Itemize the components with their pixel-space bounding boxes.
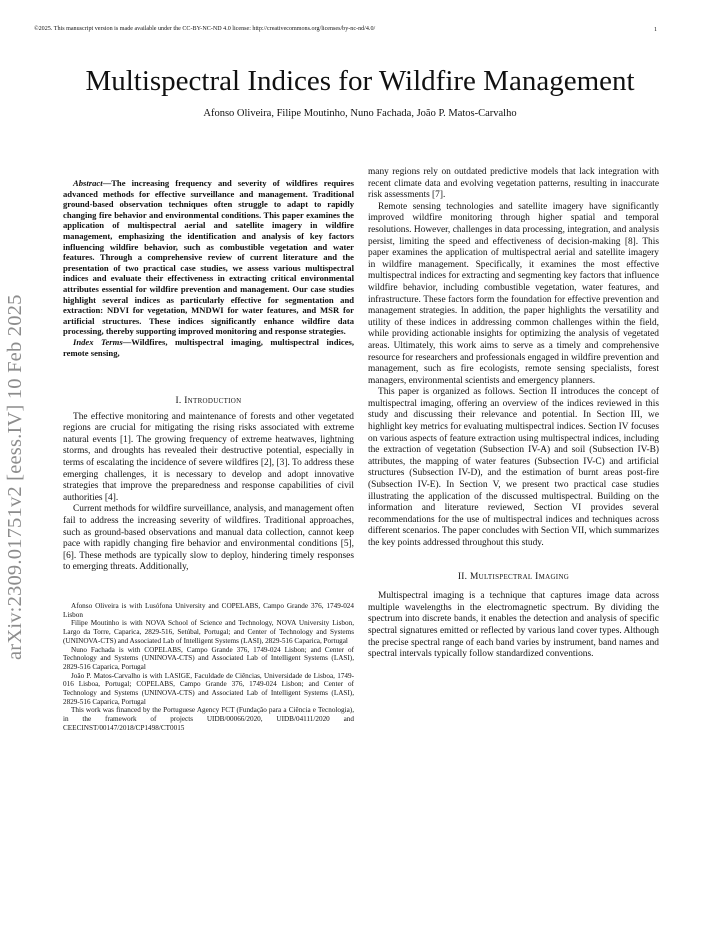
abstract-label: Abstract	[73, 178, 103, 188]
footnote: This work was financed by the Portuguese Agency FCT (Fundação para a Ciência e Tecnologia), in the framework of projects UIDB/00066/2020, UIDB/04111/2020 and CEECINST/00147/2018/CP1498/CT0015	[63, 706, 354, 732]
footnote: Nuno Fachada is with COPELABS, Campo Grande 376, 1749-024 Lisbon; and Center of Technology and Systems (UNINOVA-CTS) and Associated Lab of Intelligent Systems (LASI), 2829-516 Caparica, Portugal	[63, 645, 354, 671]
index-terms-label: Index Terms	[73, 336, 123, 347]
abstract	[63, 178, 354, 337]
body-paragraph: This paper is organized as follows. Section II introduces the concept of multispectral imaging, offering an overview of the indices reviewed in this study and discussing their relevance and potential. In Section III, we highlight key metrics for evaluating multispectral indices. Section IV focuses on various aspects of feature extraction using multispectral indices, including the extraction of vegetation (Subsection IV-A) and soil (Subsection IV-B) attributes, the mapping of water features (Subsection IV-C) and artificial structures (Subsection IV-D), and the estimation of burnt areas post-fire (Subsection IV-E). In Section V, we present two practical case studies illustrating the application of the discussed multispectral. Building on the information and literature reviewed, Section VI provides several recommendations for the use of multispectral indices and techniques across different scenarios. The paper concludes with Section VII, which summarizes the key points addressed throughout this study.	[368, 387, 659, 548]
section-heading-multispectral-imaging	[368, 572, 659, 584]
author-list: Afonso Oliveira, Filipe Moutinho, Nuno Fachada, João P. Matos-Carvalho	[203, 108, 517, 119]
footnotes	[63, 602, 354, 733]
index-terms	[63, 337, 354, 358]
section-title: Multispectral Imaging	[469, 571, 570, 582]
index-terms-text: —Wildfires, multispectral imaging, multispectral indices, remote sensing,	[63, 336, 355, 358]
footnote: Filipe Moutinho is with NOVA School of Science and Technology, NOVA University Lisbon, Largo da Torre, Caparica, 2829-516, Setúbal, Portugal; and Center of Technology and Systems (UNINOVA-CTS) and Associated Lab of Intelligent Systems (LASI), 2829-516 Caparica, Portugal	[63, 619, 354, 645]
arxiv-identifier: arXiv:2309.01751v2 [eess.IV] 10 Feb 2025	[4, 294, 26, 660]
paper-title: Multispectral Indices for Wildfire Management	[85, 65, 635, 97]
intro-paragraph-2: Current methods for wildfire surveillance, analysis, and management often fail to address the increasing severity of wildfires. Traditional approaches, such as ground-based observations and manual data collection, cannot keep pace with rapidly changing fire behavior and environmental conditions [5], [6]. These methods are typically slow to deploy, hindering timely responses to emerging threats. Additionally,	[63, 504, 354, 573]
abstract-text: —The increasing frequency and severity of wildfires requires advanced methods for effective surveillance and management. Traditional ground-based observation techniques often struggle to adapt to rapidly changing fire behavior and environmental conditions. This paper examines the application of multispectral aerial and satellite imagery in wildfire management, emphasizing the identification and analysis of key factors influencing wildfire behavior, such as combustible vegetation and water features. Through a comprehensive review of current literature and the presentation of two practical case studies, we assess various multispectral indices and evaluate their effectiveness in extracting critical environmental attributes essential for wildfire prevention and management. Our case studies highlight several indices as particularly effective for segmentation and extraction: NDVI for vegetation, MNDWI for water features, and MSR for artificial structures. These indices significantly enhance wildfire data processing, thereby supporting improved monitoring and response strategies.	[63, 178, 354, 337]
right-column	[368, 167, 659, 661]
body-paragraph: Multispectral imaging is a technique that captures image data across multiple wavelengths in the electromagnetic spectrum. By dividing the spectrum into discrete bands, it enables the detection and analysis of specific spectral signatures emitted or reflected by various land cover types. Although the precise spectral range of each band varies by instrument, band names and spectral intervals typically follow standardized conventions.	[368, 591, 659, 660]
license-line: ©2025. This manuscript version is made available under the CC-BY-NC-ND 4.0 license: http://creativecommons.org/licenses/by-nc-nd/4.0/	[34, 26, 376, 32]
body-paragraph: many regions rely on outdated predictive models that lack integration with recent climate data and evolving vegetation patterns, resulting in inaccurate risk assessments [7].	[368, 167, 659, 201]
intro-paragraph-1: The effective monitoring and maintenance of forests and other vegetated regions are crucial for mitigating the rising risks associated with extreme natural events [1]. The growing frequency of extreme heatwaves, lightning storms, and droughts has revealed their destructive potential, especially in terms of escalating the incidence of severe wildfires [2], [3]. To address these emerging challenges, it is necessary to develop and adopt innovative strategies that improve the preparedness and response capabilities of civil authorities [4].	[63, 411, 354, 503]
left-column	[63, 178, 354, 733]
section-title: Introduction	[184, 396, 242, 407]
section-numeral: I.	[175, 396, 185, 407]
section-heading-introduction	[63, 396, 354, 408]
page-number: 1	[654, 27, 658, 33]
footnote: João P. Matos-Carvalho is with LASIGE, Faculdade de Ciências, Universidade de Lisboa, 1749-016 Lisboa, Portugal; COPELABS, Campo Grande 376, 1749-024 Lisbon; and Center of Technology and Systems (UNINOVA-CTS) and Associated Lab of Intelligent Systems (LASI), 2829-516 Caparica, Portugal	[63, 671, 354, 706]
footnote: Afonso Oliveira is with Lusófona University and COPELABS, Campo Grande 376, 1749-024 Lisbon	[63, 602, 354, 619]
body-paragraph: Remote sensing technologies and satellite imagery have significantly improved wildfire monitoring through higher spatial and temporal resolutions. However, challenges in data processing, integration, and analysis persist, limiting the speed and effectiveness of decision-making [8]. This paper examines the application of multispectral aerial and satellite imagery in wildfire management. Specifically, it examines the most effective multispectral indices for extracting and segmenting key factors that influence wildfire behavior, including combustible vegetation, water features, and infrastructure. These factors form the foundation for effective prevention and management strategies. In addition, the paper highlights the versatility and utility of these indices in addressing common challenges within the field, while providing actionable insights for optimizing the analysis of vegetated areas. Ultimately, this work aims to serve as a timely and comprehensive resource for researchers and professionals engaged in wildfire prevention and management, such as fire ecologists, remote sensing specialists, forest managers, environmental scientists and emergency planners.	[368, 201, 659, 386]
section-numeral: II.	[457, 571, 470, 582]
